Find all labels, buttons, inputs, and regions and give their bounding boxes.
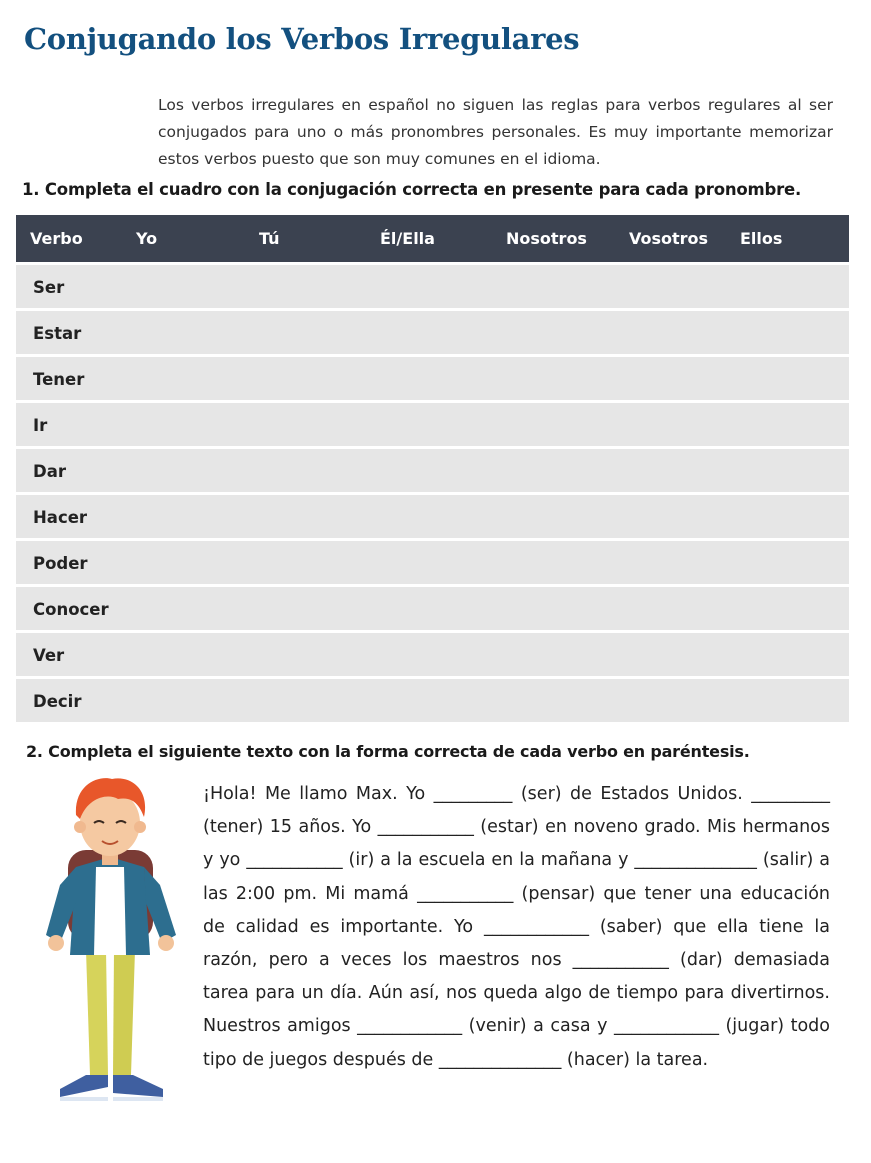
exercise2-instruction: 2. Completa el siguiente texto con la forma correcta de cada verbo en paréntesis.	[26, 742, 750, 761]
table-row[interactable]	[16, 587, 849, 630]
table-row[interactable]	[16, 495, 849, 538]
table-row[interactable]	[16, 311, 849, 354]
left-hand	[48, 935, 64, 951]
student-illustration	[38, 775, 183, 1120]
verb-label: Tener	[33, 370, 85, 389]
header-verbo: Verbo	[30, 229, 83, 248]
verb-label: Estar	[33, 324, 82, 343]
verb-label: Ser	[33, 278, 65, 297]
left-ear	[74, 821, 86, 833]
header-nosotros: Nosotros	[506, 229, 587, 248]
right-hand	[158, 935, 174, 951]
left-leg	[86, 950, 108, 1075]
header-yo: Yo	[136, 229, 158, 248]
shirt	[94, 867, 126, 955]
fill-in-text[interactable]: ¡Hola! Me llamo Max. Yo _________ (ser) de Estados Unidos. _________ (tener) 15 años. Yo ___________ (estar) en noveno grado. Mis hermanos y yo ___________ (ir) a la escuela en la mañana y ______________ (salir) a las 2:00 pm. Mi mamá ___________ (pensar) que tener una educación de calidad es importante. Yo ____________ (saber) que ella tiene la razón, pero a veces los maestros nos ___________ (dar) demasiada tarea para un día. Aún así, nos queda algo de tiempo para divertirnos. Nuestros amigos ____________ (venir) a casa y ____________ (jugar) todo tipo de juegos después de ______________ (hacer) la tarea.	[203, 784, 830, 1070]
intro-paragraph: Los verbos irregulares en español no siguen las reglas para verbos regulares al ser conjugados para uno o más pronombres personales. Es muy importante memorizar estos verbos puesto que son muy comunes en el idioma.	[158, 96, 833, 168]
table-row[interactable]	[16, 449, 849, 492]
conjugation-table	[16, 215, 849, 722]
table-row[interactable]	[16, 265, 849, 308]
table-header	[16, 215, 849, 262]
right-sole	[113, 1097, 163, 1101]
header-tu: Tú	[259, 229, 280, 248]
verb-label: Conocer	[33, 600, 109, 619]
table-row[interactable]	[16, 357, 849, 400]
table-row[interactable]	[16, 679, 849, 722]
exercise1-instruction: 1. Completa el cuadro con la conjugación correcta en presente para cada pronombre.	[22, 180, 802, 199]
header-ellos: Ellos	[740, 229, 783, 248]
verb-label: Dar	[33, 462, 66, 481]
verb-label: Decir	[33, 692, 82, 711]
right-ear	[134, 821, 146, 833]
verb-label: Poder	[33, 554, 88, 573]
table-row[interactable]	[16, 403, 849, 446]
page-title: Conjugando los Verbos Irregulares	[24, 22, 580, 56]
verb-label: Ir	[33, 416, 48, 435]
table-row[interactable]	[16, 633, 849, 676]
verb-label: Hacer	[33, 508, 88, 527]
right-leg	[113, 950, 135, 1075]
table-row[interactable]	[16, 541, 849, 584]
right-shoe	[113, 1075, 163, 1097]
verb-label: Ver	[33, 646, 65, 665]
header-el-ella: Él/Ella	[380, 229, 435, 248]
header-vosotros: Vosotros	[629, 229, 709, 248]
left-shoe	[60, 1075, 108, 1097]
left-sole	[60, 1097, 108, 1101]
